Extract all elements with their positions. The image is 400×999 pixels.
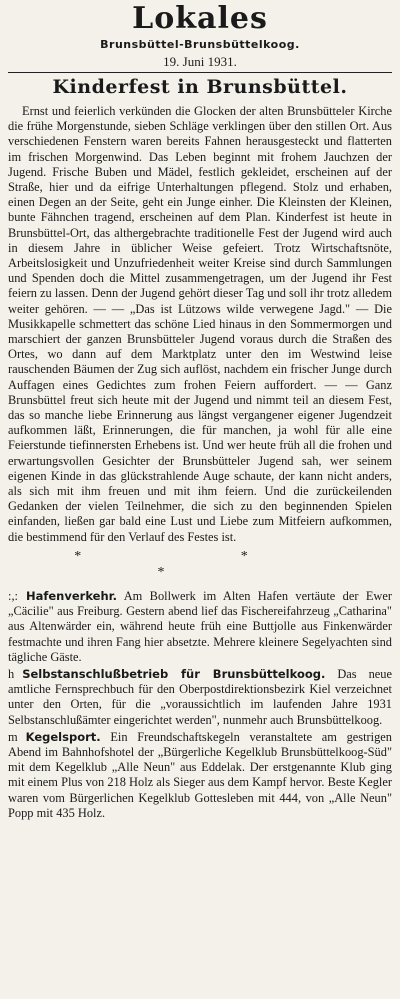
section-header [8, 2, 392, 70]
place-line: Brunsbüttel-Brunsbüttelkoog. [100, 38, 300, 51]
news-keyword: Selbstanschlußbetrieb für Brunsbüttelkoog. [22, 666, 326, 681]
separator-stars: * * * [74, 548, 326, 580]
date-line: 19. Juni 1931. [163, 54, 237, 69]
news-item-selbstanschluss [8, 667, 392, 728]
news-text: Ein Freundschaftskegeln veranstaltete am gestrigen Abend im Bahnhofshotel der „Bürgerliche Kegelklub Brunsbüttelkoog-Süd" mit dem Kegelklub „Alle Neun" aus Eddelak. Der erstgenannte Klub ging mit einem Plus von 218 Holz als Sieger aus dem Kampf hervor. Beste Kegler waren vom Bürgerlichen Kegelklub Gottesleben mit 444, von „Alle Neun" Popp mit 435 Holz. [8, 729, 393, 820]
article-headline: Kinderfest in Brunsbüttel. [52, 76, 348, 98]
news-text: Das neue amtliche Fernsprechbuch für den Oberpostdirektionsbezirk Kiel verzeichnet unter den Orten, für die „voraussichtlich im laufenden Jahre 1931 Selbstanschlußämter eingerichtet werden", nunmehr auch Brunsbüttelkoog. [8, 666, 392, 727]
news-list [8, 589, 392, 821]
article-body [8, 104, 392, 545]
divider [8, 72, 392, 73]
news-mark: :,: [8, 588, 18, 603]
news-item-hafenverkehr [8, 589, 392, 665]
section-title: Lokales [132, 1, 268, 36]
news-item-kegelsport [8, 730, 392, 821]
news-mark: h [8, 666, 15, 681]
news-keyword: Hafenverkehr. [25, 588, 118, 603]
article-paragraph: Ernst und feierlich verkünden die Glocken der alten Brunsbütteler Kirche die frühe Morgenstunde, sieben Schläge verklingen über den stillen Ort. Aus verschiedenen Fenstern waren bereits Fahnen herausgesteckt und flatterten im frischen Morgenwind. Das Leben beginnt mit frohem Jauchzen der Jugend. Frische Buben und Mädel, festlich gekleidet, erscheinen auf der Straße, hier und da eifrige Unterhaltungen pflegend. Stolz und erhaben, einen Degen an der Seite, geht ein Junge einher. Die Kleinsten der Kleinen, bunte Fähnchen tragend, erscheinen auf dem Plan. Kinderfest ist heute in Brunsbüttel-Ort, das althergebrachte traditionelle Fest der Jugend wird auch in diesem Jahre in üblicher Weise gefeiert. Trotz Wirtschaftsnöte, Arbeitslosigkeit und Unzufriedenheit weiter Kreise sind durch Sammlungen und Spenden doch die Mittel zusammengetragen, um der Jugend ihr Fest feiern zu lassen. Denn der Jugend gehört dieser Tag und soll ihr trotz alledem weiter gehören. — — „Das ist Lützows wilde verwegene Jagd." — Die Musikkapelle schmettert das schöne Lied hinaus in den Sommermorgen und marschiert der ganzen Brunsbütteler Jugend voraus durch die Straßen des Ortes, wo dann auf dem Marktplatz unter den im Westwind leise rauschenden Bäumen der Zug sich auflöst, nachdem ein frischer Junge durch Auffagen eines Gedichtes zum frohen Feiern auffordert. — — Ganz Brunsbüttel freut sich heute mit der Jugend und nimmt teil an diesem Fest, das so manche liebe Erinnerung aus längst vergangener eigener Jugendzeit aufkommen läßt, Erinnerungen, die für manchen, ja wohl für alle eine Feierstunde tiefinnersten Erhebens ist. Und wer heute früh all die frohen und erwartungsvollen Gesichter der Brunsbütteler Jugend sah, wer seinem eigenen Kinde in das glückstrahlende Auge schaute, der kann nicht anders, als sich mit ihm freuen und mit ihm feiern. Und die zurückeilenden Gedanken der vielen Teilnehmer, die sich zu den beginnenden Spielen einfanden, ließen gar bald eine Lust und Liebe zum Mitfeiern aufkommen, die bestimmend für den Verlauf des Festes ist. [8, 104, 392, 544]
news-text: Am Bollwerk im Alten Hafen vertäute der Ewer „Cäcilie" aus Freiburg. Gestern abend lief das Fischereifahrzeug „Catharina" aus Altenwärder ein, während heute früh eine Buttjolle aus Finkenwärder festmachte und ihren Fang hier absetzte. Mehrere kleinere Segelyachten sind tägliche Gäste. [8, 588, 392, 664]
news-mark: m [8, 729, 18, 744]
newspaper-page [0, 2, 400, 999]
news-keyword: Kegelsport. [25, 729, 101, 744]
